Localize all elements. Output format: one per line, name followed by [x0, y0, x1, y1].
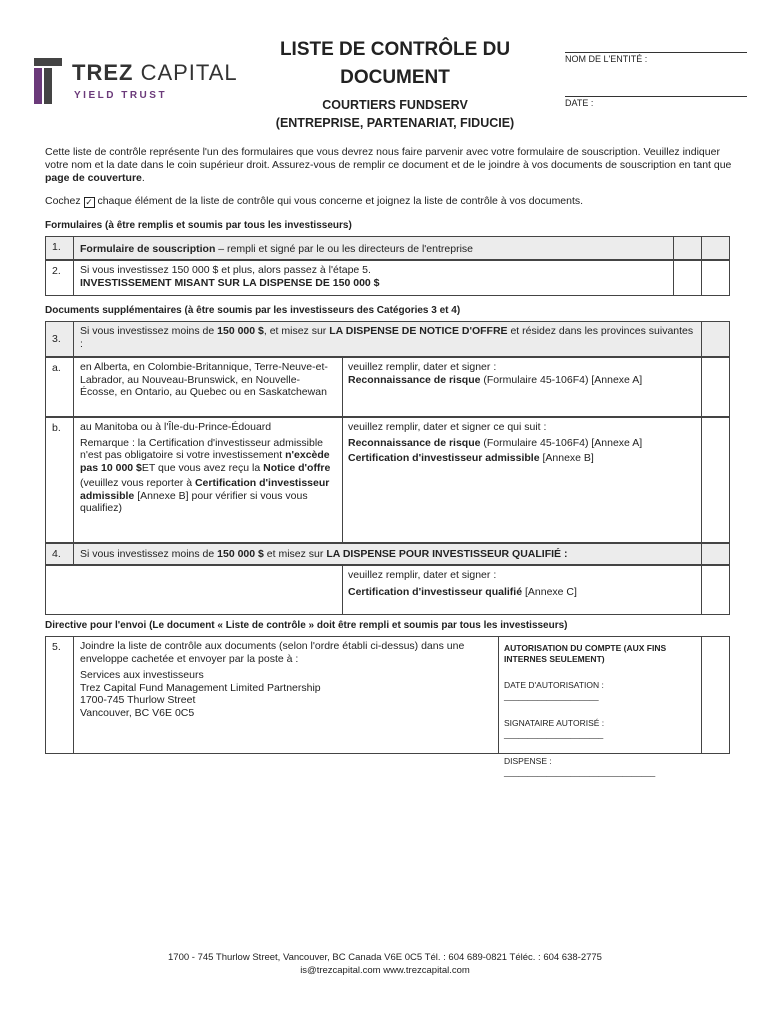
row-provinces: au Manitoba ou à l'Île-du-Prince-Édouard Remarque : la Certification d'investisseur admissible n'est pas obligatoire si votre investissement n'excède pas 10 000 $ET que vous avez reçu la Notice d'offre (veuillez vous reporter à Certification d'investisseur admissible [Annexe B] pour vérifier si vous vous qualifiez) — [80, 421, 331, 514]
checklist-row-3 — [45, 321, 730, 357]
checklist-row-4 — [45, 543, 730, 565]
row-checkbox-2[interactable] — [701, 237, 729, 259]
row-checkbox[interactable] — [701, 322, 729, 356]
footer-address: 1700 - 745 Thurlow Street, Vancouver, BC Canada V6E 0C5 Tél. : 604 689-0821 Téléc. : 604 638-2775 — [168, 952, 602, 963]
checklist-row-1 — [45, 236, 730, 260]
row-checkbox[interactable] — [673, 237, 701, 259]
row-text: Si vous investissez moins de 150 000 $ et misez sur LA DISPENSE POUR INVESTISSEUR QUALIFIÉ : — [80, 548, 568, 560]
subtitle-line2: (ENTREPRISE, PARTENARIAT, FIDUCIE) — [275, 116, 515, 130]
mailing-instructions: Joindre la liste de contrôle aux documents (selon l'ordre établi ci-dessus) dans une enveloppe cachetée et envoyer par la poste à : Services aux investisseurs Trez Capital Fund Management Limited Partnership 1700-745 Thurlow Street Vancouver, BC V6E 0C5 — [80, 640, 465, 719]
footer-contact: is@trezcapital.com www.trezcapital.com — [300, 965, 470, 976]
checklist-row-4-forms — [45, 565, 730, 615]
row-checkbox[interactable] — [701, 637, 729, 753]
checkbox-icon: ✓ — [85, 197, 93, 207]
entity-name-field[interactable] — [565, 52, 747, 64]
date-label: DATE : — [565, 98, 594, 108]
entity-name-label: NOM DE L'ENTITÉ : — [565, 54, 648, 64]
trez-capital-logo — [34, 58, 238, 108]
logo-mark-icon — [34, 58, 62, 104]
auth-date-field[interactable]: DATE D'AUTORISATION : ____________________ — [504, 680, 604, 701]
row-number: 2. — [46, 261, 74, 295]
logo-subtitle: YIELD TRUST — [74, 90, 168, 101]
title-line1: LISTE DE CONTRÔLE DU — [279, 39, 511, 60]
check-instruction: Cochez ✓ chaque élément de la liste de contrôle qui vous concerne et joignez la liste de contrôle à vos documents. — [45, 195, 584, 207]
footer — [0, 951, 770, 977]
title-line2: DOCUMENT — [340, 67, 450, 88]
logo-wordmark: TREZ CAPITAL — [72, 60, 238, 85]
row-number: a. — [46, 358, 74, 416]
row-checkbox[interactable] — [701, 544, 729, 564]
section-sending-heading: Directive pour l'envoi (Le document « Liste de contrôle » doit être rempli et soumis par tous les investisseurs) — [45, 620, 568, 631]
auth-title: AUTORISATION DU COMPTE (AUX FINS INTERNES SEULEMENT) — [504, 643, 667, 664]
row-text: Si vous investissez moins de 150 000 $, et misez sur LA DISPENSE DE NOTICE D'OFFRE et résidez dans les provinces suivantes : — [80, 325, 694, 350]
row-forms: veuillez remplir, dater et signer ce qui suit : Reconnaissance de risque (Formulaire 45-106F4) [Annexe A] Certification d'investisseur admissible [Annexe B] — [348, 421, 643, 464]
subtitle-line1: COURTIERS FUNDSERV — [322, 98, 468, 112]
auth-signatory-field[interactable]: SIGNATAIRE AUTORISÉ : _____________________ — [504, 718, 605, 739]
row-checkbox[interactable] — [701, 418, 729, 542]
row-text: Formulaire de souscription – rempli et signé par le ou les directeurs de l'entreprise — [80, 243, 473, 255]
intro-paragraph: Cette liste de contrôle représente l'un des formulaires que vous devrez nous faire parvenir avec votre formulaire de souscription. Veuillez indiquer votre nom et la date dans le coin supérieur droit. Assurez-vous de remplir ce document et de le joindre à vos documents de souscription en tant que page de couverture. — [45, 146, 732, 184]
row-provinces: en Alberta, en Colombie-Britannique, Terre-Neuve-et-Labrador, au Nouveau-Brunswick, en Nouvelle-Écosse, en Ontario, au Quebec ou en Saskatchewan — [80, 361, 328, 398]
row-number: 4. — [46, 544, 74, 564]
row-text: Si vous investissez 150 000 $ et plus, alors passez à l'étape 5. INVESTISSEMENT MISANT SUR LA DISPENSE DE 150 000 $ — [80, 264, 380, 289]
row-number: 1. — [46, 237, 74, 259]
section-additional-heading: Documents supplémentaires (à être soumis par les investisseurs des Catégories 3 et 4) — [45, 305, 461, 316]
row-number: 3. — [46, 322, 74, 356]
row-checkbox[interactable] — [673, 261, 701, 295]
row-forms: veuillez remplir, dater et signer : Certification d'investisseur qualifié [Annexe C] — [348, 569, 577, 598]
row-number: b. — [46, 418, 74, 542]
row-checkbox-2[interactable] — [701, 261, 729, 295]
auth-exemption-field[interactable]: DISPENSE : ________________________________ — [504, 756, 656, 777]
document-title — [245, 36, 545, 132]
section-forms-heading: Formulaires (à être remplis et soumis par tous les investisseurs) — [45, 220, 352, 231]
checklist-row-2 — [45, 260, 730, 296]
checklist-row-a — [45, 357, 730, 417]
checklist-row-5 — [45, 636, 730, 777]
date-field[interactable] — [565, 96, 747, 108]
row-forms: veuillez remplir, dater et signer : Reconnaissance de risque (Formulaire 45-106F4) [Annexe A] — [348, 361, 643, 386]
row-checkbox[interactable] — [701, 566, 729, 614]
account-authorization-box — [498, 637, 701, 777]
row-number: 5. — [46, 637, 74, 753]
checklist-row-b — [45, 417, 730, 543]
row-checkbox[interactable] — [701, 358, 729, 416]
